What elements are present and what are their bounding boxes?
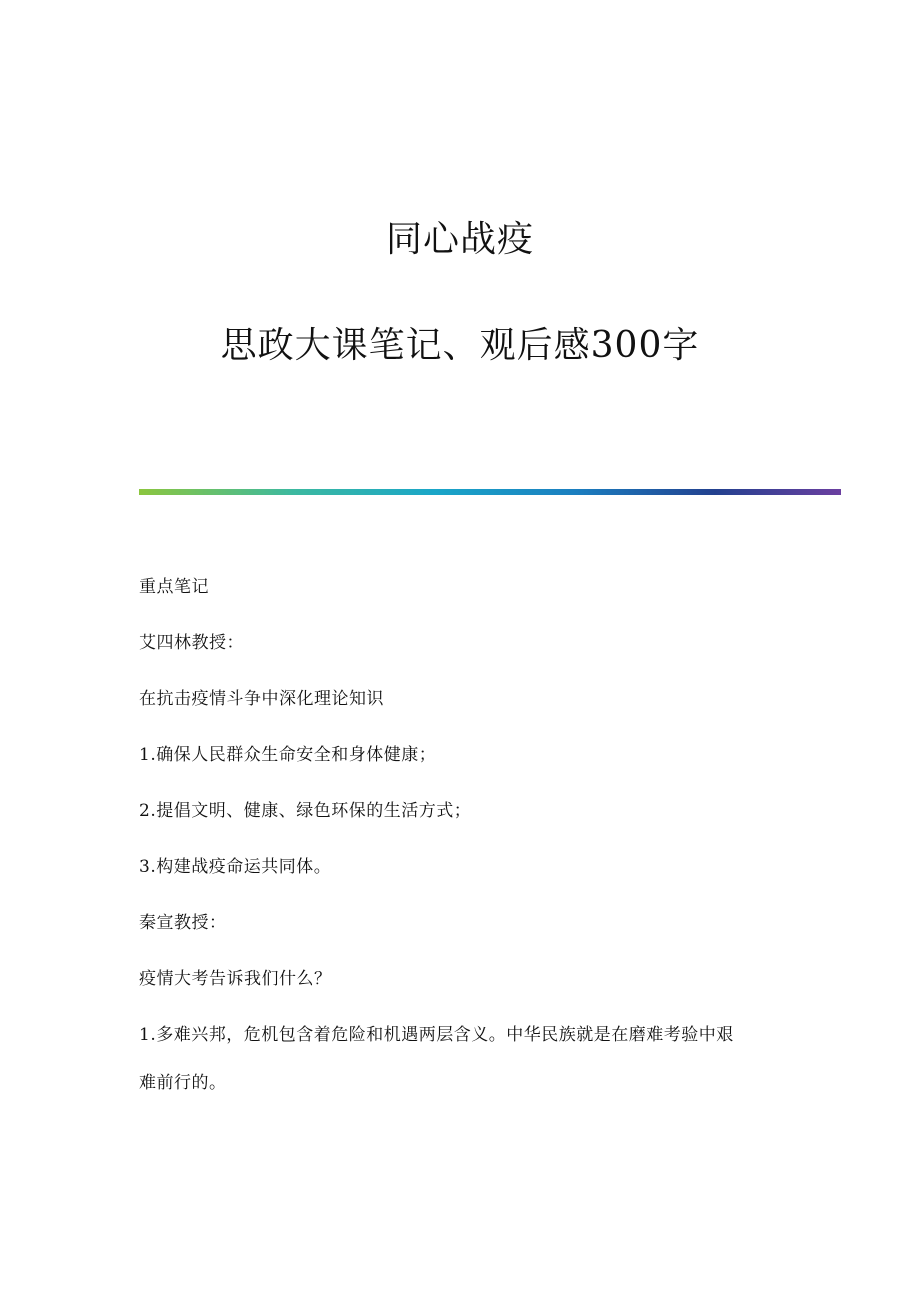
speaker-name: 秦宣教授：: [139, 913, 227, 933]
paragraph: 疫情大考告诉我们什么？: [139, 969, 332, 989]
document-subtitle: 思政大课笔记、观后感300字: [220, 325, 700, 366]
list-item-line: 1.多难兴邦，危机包含着危险和机遇两层含义。中华民族就是在磨难考验中艰: [139, 1025, 734, 1045]
list-item: 3.构建战疫命运共同体。: [139, 857, 332, 877]
speaker-name: 艾四林教授：: [139, 633, 244, 653]
paragraph: 在抗击疫情斗争中深化理论知识: [139, 689, 384, 709]
gradient-divider: [139, 489, 841, 495]
section-heading-notes: 重点笔记: [139, 577, 209, 597]
list-item-line: 难前行的。: [139, 1073, 227, 1093]
list-item: 2.提倡文明、健康、绿色环保的生活方式；: [139, 801, 472, 821]
list-item: 1.确保人民群众生命安全和身体健康；: [139, 745, 437, 765]
document-title: 同心战疫: [385, 219, 534, 260]
